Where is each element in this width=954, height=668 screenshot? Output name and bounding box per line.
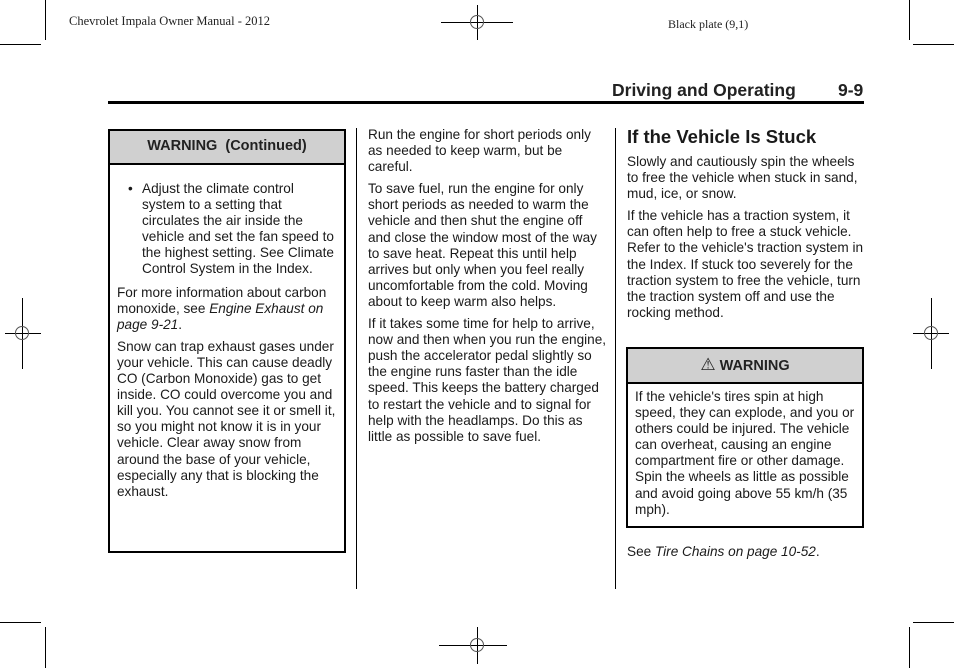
warning-bullet-item: • Adjust the climate control system to a setting that circulates the air inside the vehicle and set the fan speed to the highest setting. See Climate Control System in the Index. — [117, 181, 337, 278]
snow-exhaust-paragraph: Snow can trap exhaust gases under your vehicle. This can cause deadly CO (Carbon Monoxide) gas to get inside. CO could overcome you and kill you. You cannot see it or smell it, so you might not know it is in your vehicle. Clear away snow from around the base of your vehicle, especially any that is blocking the exhaust. — [117, 338, 336, 499]
paragraph-spin-wheels: Slowly and cautiously spin the wheels to free the vehicle when stuck in sand, mud, ice, or snow. — [627, 154, 858, 202]
paragraph-save-fuel: To save fuel, run the engine for only short periods as needed to warm the vehicle and then shut the engine off and close the window most of the way to save heat. Repeat this until help arrives but only when you feel really uncomfortable from the cold. Moving about to keep warm also helps. — [368, 181, 597, 309]
column-3 — [627, 126, 865, 327]
section-title: Driving and Operating — [612, 80, 796, 100]
warning-header — [628, 349, 862, 384]
engine-exhaust-link[interactable]: Engine Exhaust on page 9-21 — [117, 300, 324, 332]
page-number: 9-9 — [838, 80, 864, 100]
crop-mark-top-left-v — [45, 0, 46, 40]
crop-mark-bottom-right-h — [913, 622, 954, 623]
heading-vehicle-stuck: If the Vehicle Is Stuck — [627, 126, 817, 147]
paragraph-battery: If it takes some time for help to arrive, now and then when you run the engine, push the accelerator pedal slightly so the engine runs faster than the idle speed. This keeps the battery charged to restart the vehicle and to signal for help with the headlamps. Do this as little as possible to save fuel. — [368, 316, 607, 444]
warning-continued-header — [110, 131, 344, 165]
header-rule — [108, 101, 864, 104]
warning-continued-title: WARNING (Continued) — [147, 138, 307, 154]
see-tire-chains: See Tire Chains on page 10-52. — [627, 544, 820, 559]
crop-mark-bottom-left-h — [0, 622, 41, 623]
tire-chains-link[interactable]: Tire Chains on page 10-52 — [654, 544, 816, 559]
crop-mark-top-right-h — [913, 44, 954, 45]
column-2-text — [368, 127, 608, 451]
plate-label: Black plate (9,1) — [668, 17, 749, 31]
warning-continued-box — [108, 129, 346, 553]
warning-text: If the vehicle's tires spin at high speed, they can explode, and you or others could be injured. The vehicle can overheat, causing an engine compartment fire or other damage. Spin the wheels as little as possible and avoid going above 55 km/h (35 mph). — [635, 389, 855, 517]
warning-bullet-list — [117, 181, 337, 278]
warning-box — [626, 347, 864, 528]
crop-mark-bottom-left-v — [45, 627, 46, 668]
co-info-paragraph: For more information about carbon monoxide, see Engine Exhaust on page 9-21. — [117, 284, 327, 332]
paragraph-traction-system: If the vehicle has a traction system, it can often help to free a stuck vehicle. Refer to the vehicle's traction system in the Index. If stuck too severely for the traction system to free the vehicle, turn the traction system off and use the rocking method. — [627, 208, 864, 320]
crop-mark-top-left-h — [0, 44, 41, 45]
column-divider-1 — [356, 128, 357, 589]
warning-triangle-icon: ⚠ — [700, 355, 716, 375]
warning-title: WARNING — [719, 358, 790, 374]
crop-mark-bottom-right-v — [909, 627, 910, 668]
manual-title: Chevrolet Impala Owner Manual - 2012 — [69, 14, 270, 28]
warning-continued-body — [110, 165, 344, 500]
paragraph-run-engine: Run the engine for short periods only as needed to keep warm, but be careful. — [368, 127, 591, 175]
crop-mark-top-right-v — [909, 0, 910, 40]
column-divider-2 — [615, 128, 616, 589]
warning-body — [628, 384, 862, 518]
